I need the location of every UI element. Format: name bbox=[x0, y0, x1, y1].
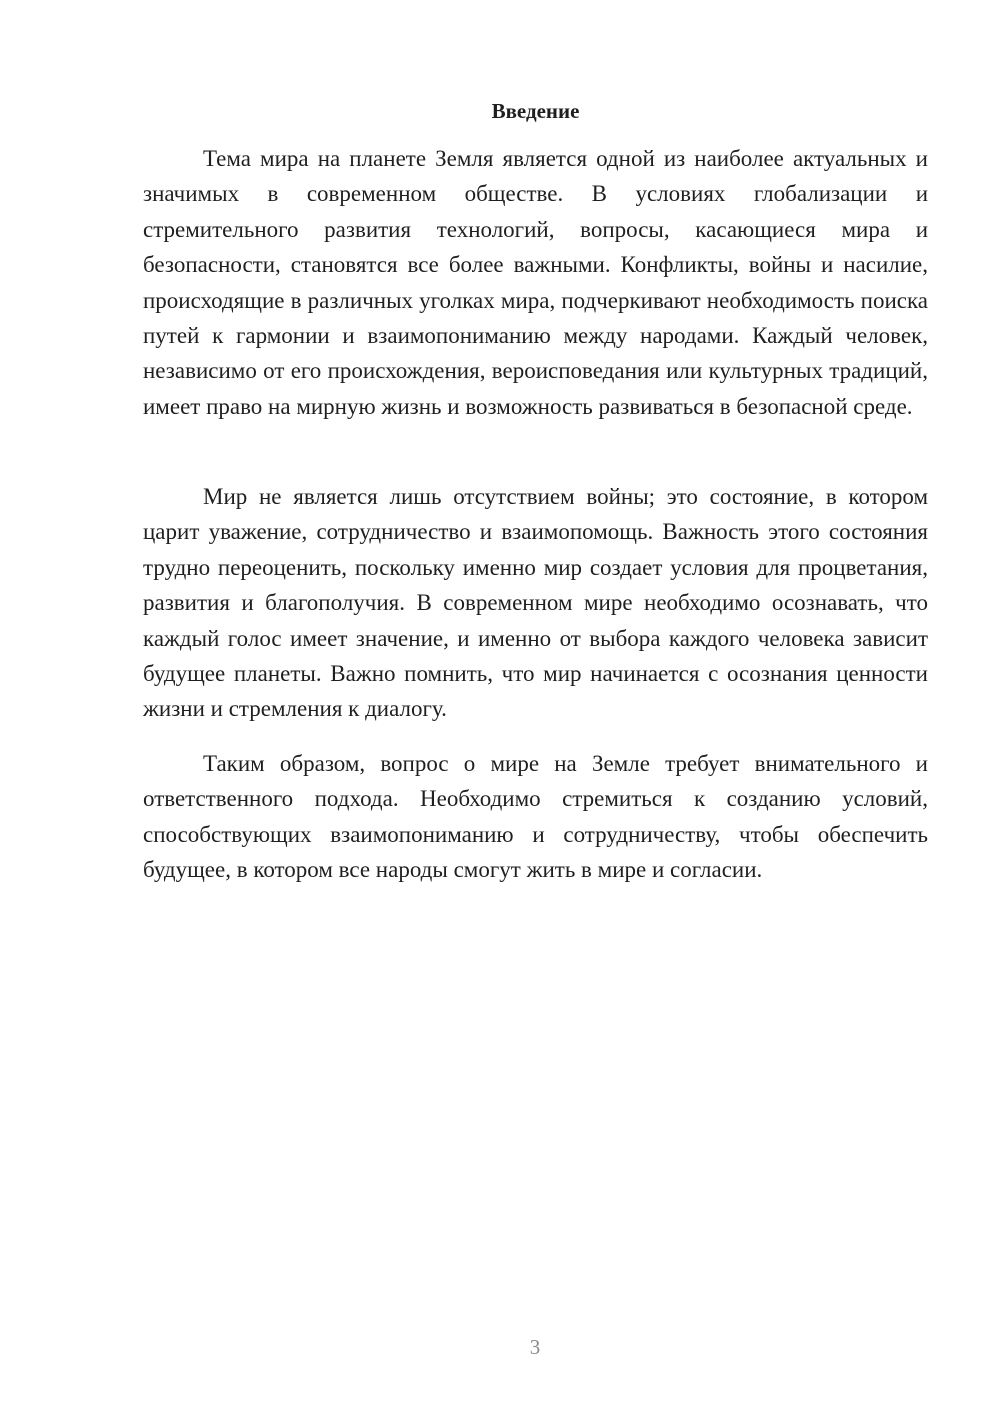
paragraph-2: Мир не является лишь отсутствием войны; это состояние, в котором царит уважение, сотрудничество и взаимопомощь. Важность этого состояния трудно переоценить, поскольку именно мир создает условия для процветания, развития и благополучия. В современном мире необходимо осознавать, что каждый голос имеет значение, и именно от выбора каждого человека зависит будущее планеты. Важно помнить, что мир начинается с осознания ценности жизни и стремления к диалогу. bbox=[143, 484, 928, 722]
section-heading: Введение bbox=[491, 99, 580, 123]
paragraph-1: Тема мира на планете Земля является одной из наиболее актуальных и значимых в современном обществе. В условиях глобализации и стремительного развития технологий, вопросы, касающиеся мира и безопасности, становятся все более важными. Конфликты, войны и насилие, происходящие в различных уголках мира, подчеркивают необходимость поиска путей к гармонии и взаимопониманию между народами. Каждый человек, независимо от его происхождения, вероисповедания или культурных традиций, имеет право на мирную жизнь и возможность развиваться в безопасной среде. bbox=[143, 146, 928, 419]
paragraph-3: Таким образом, вопрос о мире на Земле требует внимательного и ответственного подхода. Необходимо стремиться к созданию условий, способствующих взаимопониманию и сотрудничеству, чтобы обеспечить будущее, в котором все народы смогут жить в мире и согласии. bbox=[143, 751, 928, 883]
page-number: 3 bbox=[529, 1335, 541, 1359]
